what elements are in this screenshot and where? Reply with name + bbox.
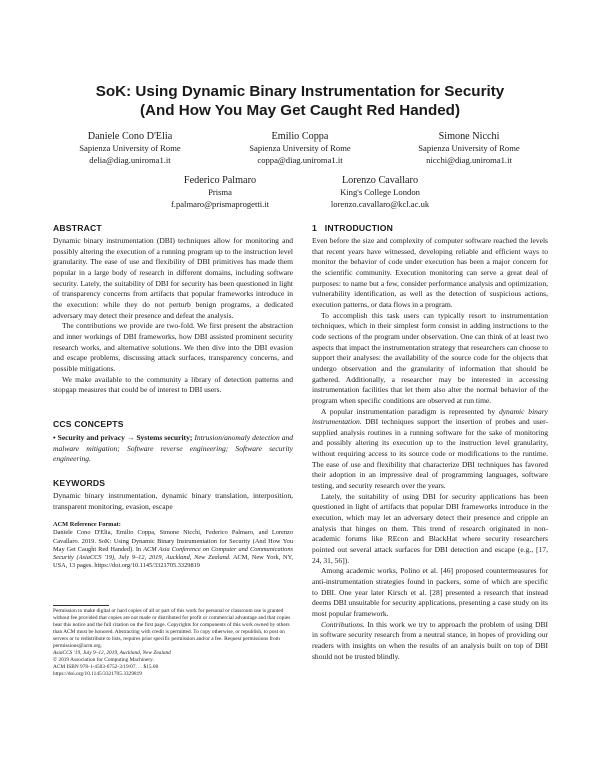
- author-email: delia@diag.uniroma1.it: [89, 154, 171, 165]
- footnote-isbn: ACM ISBN 978-1-4503-6752-3/19/07. . . $15.00: [53, 663, 159, 670]
- author-name: Daniele Cono D'Elia: [87, 131, 173, 142]
- introduction-heading: [312, 223, 393, 233]
- permission-footnote: [53, 608, 293, 678]
- author-block: [40, 130, 220, 166]
- author-block: [379, 130, 559, 166]
- intro-paragraph-rest: DBI techniques support the insertion of probes and user-supplied analysis routines in a running software for the sake of monitoring and possibly altering its execution up to the instruction level granularity, without requiring access to its source code or modifications to the runtime. The ease of use and flexibility that characterize DBI techniques has favored their adoption in an impressive deal of programming languages, software testing, and security research over the years.: [312, 417, 549, 491]
- footnote-doi: https://doi.org/10.1145/3321705.3329819: [53, 670, 142, 677]
- author-affiliation: King's College London: [340, 187, 420, 197]
- abstract-paragraph: We make available to the community a library of detection patterns and stopgap measures that could be of interest to DBI users.: [53, 374, 293, 395]
- section-number: 1: [312, 223, 317, 233]
- abstract-paragraph: Dynamic binary instrumentation (DBI) techniques allow for monitoring and possibly altering the execution of a running program up to the instruction level granularity. The ease of use and flexibility of DBI primitives has made them popular in a large body of research in different domains, including software security. Lately, the suitability of DBI for security has been questioned in light of transparency concerns from artifacts that popular frameworks introduce in the execution: while they do not perturb benign programs, a dedicated adversary may detect their presence and defeat the analysis.: [53, 236, 293, 320]
- abstract-heading: ABSTRACT: [53, 223, 102, 233]
- intro-paragraph: Among academic works, Polino et al. [46] proposed countermeasures for anti-instrumentation strategies found in packers, some of which are specific to DBI. One year later Kirsch et al. [28] presented a research that instead deems DBI unsuitable for security applications, presenting a case study on its most popular framework.: [312, 566, 548, 618]
- keywords-text: Dynamic binary instrumentation, dynamic binary translation, interposition, transparent monitoring, evasion, escape: [53, 491, 293, 511]
- author-block: [210, 130, 390, 166]
- paper-title-line-1: SoK: Using Dynamic Binary Instrumentation for Security: [95, 83, 505, 100]
- author-name: Federico Palmaro: [183, 175, 257, 186]
- author-email: nicchi@diag.uniroma1.it: [426, 154, 512, 165]
- intro-paragraph: In this work we try to approach the problem of using DBI in software security research from a neutral stance, in hopes of providing our readers with insights on when the results of an analysis built on top of DBI should not be trusted blindly.: [312, 619, 549, 661]
- reference-heading: ACM Reference Format:: [53, 521, 121, 528]
- intro-emphasis: dynamic binary instrumentation.: [312, 406, 549, 427]
- reference-text: Daniele Cono D'Elia, Emilio Coppa, Simone Nicchi, Federico Palmaro, and Lorenzo Cavallaro. 2019. SoK: Using Dynamic Binary Instrumentation for Security (And How You May Get Caught Red Handed). In: [53, 529, 293, 553]
- author-name: Simone Nicchi: [438, 131, 500, 142]
- author-block: [130, 174, 310, 210]
- reference-text-2: ACM, New York, NY, USA, 13 pages. https://doi.org/10.1145/3321705.3329819: [53, 554, 293, 570]
- ccs-heading: CCS CONCEPTS: [53, 419, 124, 429]
- ccs-lead: Security and privacy → Systems security;: [57, 433, 193, 442]
- ccs-text: Intrusion/anomaly detection and malware mitigation; Software reverse engineering; Software security engineering.: [53, 433, 294, 464]
- ccs-bullet: •: [53, 433, 56, 442]
- author-affiliation: Prisma: [208, 187, 232, 197]
- permission-text: Permission to make digital or hard copies of all or part of this work for personal or classroom use is granted without fee provided that copies are not made or distributed for profit or commercial advantage and that copies bear this notice and the full citation on the first page. Copyrights for components of this work owned by others than ACM must be honored. Abstracting with credit is permitted. To copy otherwise, or republish, to post on servers or to redistribute to lists, requires prior specific permission and/or a fee. Request permissions from permissions@acm.org.: [53, 608, 291, 649]
- author-block: [290, 174, 470, 210]
- author-affiliation: Sapienza University of Rome: [418, 143, 520, 153]
- section-title: INTRODUCTION: [324, 223, 394, 233]
- footnote-venue: AsiaCCS '19, July 9–12, 2019, Auckland, New Zealand: [53, 649, 171, 656]
- contributions-lead: Contributions.: [321, 619, 365, 629]
- author-email: lorenzo.cavallaro@kcl.ac.uk: [330, 198, 430, 209]
- introduction-body: [312, 236, 548, 662]
- intro-paragraph: Even before the size and complexity of computer software reached the levels that recent years have witnessed, developing reliable and efficient ways to monitor the behavior of code under execution has been a major concern for the scientific community. Execution monitoring can serve a great deal of purposes: to name but a few, consider performance analysis and optimization, vulnerability identification, as well as the detection of suspicious actions, execution patterns, or data flows in a program.: [312, 236, 548, 309]
- acm-reference: [53, 521, 293, 571]
- reference-venue: ACM Asia Conference on Computer and Communications Security (AsiaCCS '19), July 9–12, 2019, Auckland, New Zealand.: [53, 545, 293, 561]
- keywords-heading: KEYWORDS: [53, 478, 106, 488]
- intro-paragraph-start: A popular instrumentation paradigm is represented by: [321, 406, 496, 416]
- author-email: f.palmaro@prismaprogetti.it: [170, 198, 270, 209]
- abstract-paragraph: The contributions we provide are two-fold. We first present the abstraction and inner workings of DBI frameworks, how DBI assisted prominent security research works, and alternative solutions. We then dive into the DBI evasion and escape problems, discussing attack surfaces, transparency concerns, and possible mitigations.: [53, 321, 293, 373]
- author-name: Lorenzo Cavallaro: [341, 175, 419, 186]
- footnote-rule: [53, 605, 109, 606]
- ccs-body: [53, 433, 293, 465]
- abstract-body: [53, 236, 293, 396]
- intro-paragraph: To accomplish this task users can typically resort to instrumentation techniques, which in their simplest form consist in adding instructions to the code sections of the program under observation. One can think of at least two aspects that impact the instrumentation strategy that researchers can choose to support their analyses: the availability of the source code for the objects that undergo observation and the granularity of information that should be gathered. Additionally, a researcher may be interested in accessing instrumentation facilities that let them also alter the normal behavior of the program when specific conditions are observed at run time.: [312, 310, 548, 405]
- author-affiliation: Sapienza University of Rome: [79, 143, 181, 153]
- author-email: coppa@diag.uniroma1.it: [257, 154, 343, 165]
- intro-paragraph: Lately, the suitability of using DBI for security applications has been questioned in light of artifacts that popular DBI frameworks introduce in the execution, which may let an adversary detect their presence and cripple an analysis that hinges on them. This trend of research originated in non-academic forums like REcon and BlackHat where security researchers pointed out several attack surfaces for DBI detection and escape (e.g., [17, 24, 31, 56]).: [312, 491, 548, 565]
- paper-title-line-2: (And How You May Get Caught Red Handed): [139, 102, 461, 119]
- footnote-copyright: © 2019 Association for Computing Machinery.: [53, 656, 154, 663]
- author-name: Emilio Coppa: [271, 131, 329, 142]
- keywords-body: [53, 491, 293, 512]
- author-affiliation: Sapienza University of Rome: [249, 143, 351, 153]
